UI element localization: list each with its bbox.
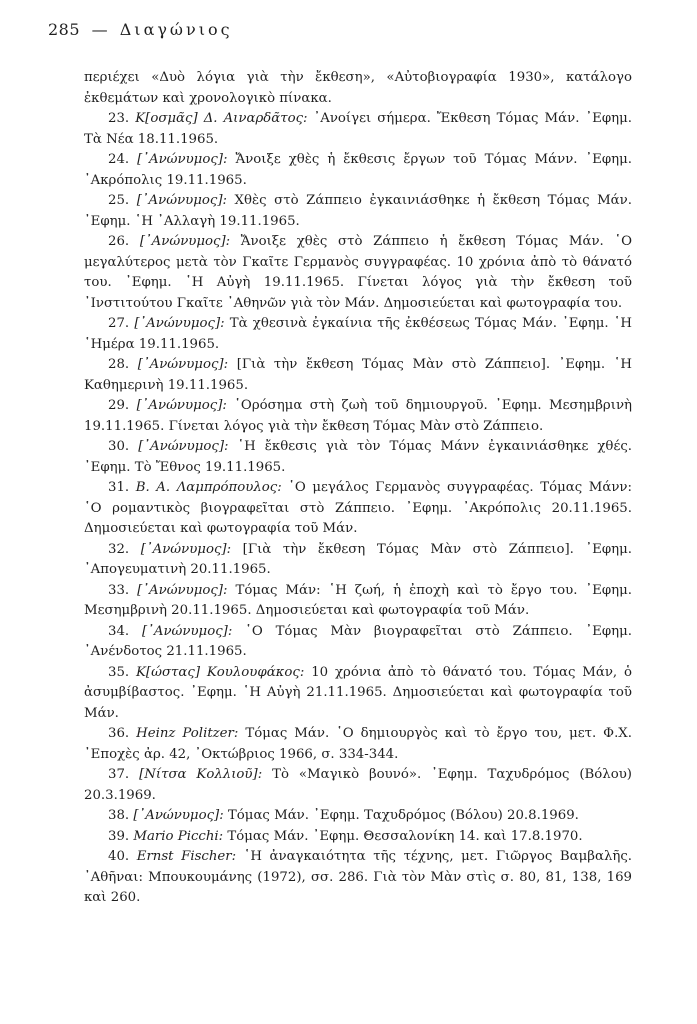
- entry-author: [᾿Ανώνυμος]:: [136, 398, 227, 413]
- entry-author: [᾿Ανώνυμος]:: [134, 316, 225, 331]
- bibliography-entry: [84, 806, 632, 827]
- bibliography-entry: [84, 581, 632, 622]
- entry-text: ῾Ορόσημα στὴ ζωὴ τοῦ δημιουργοῦ. ᾿Εφημ. Μεσημβρινὴ 19.11.1965. Γίνεται λόγος γιὰ τὴν ἔκθεση Τόμας Μὰν στὸ Ζάππειο.: [84, 398, 632, 434]
- entry-author: Ernst Fischer:: [136, 849, 237, 864]
- entry-author: [᾿Ανώνυμος]:: [137, 152, 228, 167]
- entry-number: 38.: [108, 808, 130, 823]
- entry-text: Τόμας Μάν. ῾Ο δημιουργὸς καὶ τὸ ἔργο του, μετ. Φ.Χ. ᾿Εποχὲς ἀρ. 42, ᾿Οκτώβριος 1966, σ. 334-344.: [84, 726, 632, 762]
- entry-text: ῾Η ἀναγκαιότητα τῆς τέχνης, μετ. Γιῶργος Βαμβαλῆς. ᾿Αθῆναι: Μπουκουμάνης (1972), σσ. 286. Γιὰ τὸν Μὰν στὶς σ. 80, 81, 138, 169 καὶ 260.: [84, 849, 633, 905]
- running-title: Διαγώνιος: [119, 20, 233, 39]
- entry-number: 35.: [108, 664, 130, 680]
- entry-number: 26.: [108, 234, 130, 249]
- entry-text: ῾Ο μεγάλος Γερμανὸς συγγραφέας. Τόμας Μάνν: ῾Ο ρομαντικὸς βιογραφεῖται στὸ Ζάππειο. ᾿Εφημ. ᾿Ακρόπολις 20.11.1965. Δημοσιεύεται καὶ φωτογραφία τοῦ Μάν.: [84, 480, 632, 536]
- bibliography-entry: [84, 68, 632, 109]
- entry-author: Heinz Politzer:: [136, 726, 239, 741]
- bibliography-entry: [84, 540, 632, 581]
- entry-text: Χθὲς στὸ Ζάππειο ἐγκαινιάσθηκε ἡ ἔκθεση Τόμας Μάν. ᾿Εφημ. ῾Η ᾿Αλλαγὴ 19.11.1965.: [84, 193, 632, 229]
- bibliography-entry: [84, 847, 632, 909]
- entry-author: [᾿Ανώνυμος]:: [137, 582, 228, 598]
- entry-number: 30.: [108, 439, 130, 454]
- entry-number: 34.: [108, 623, 130, 639]
- entry-number: 36.: [108, 726, 130, 741]
- entry-number: 23.: [108, 111, 130, 126]
- bibliography-entry: [84, 150, 632, 191]
- bibliography-entry: [84, 232, 632, 314]
- entry-text: [Γιὰ τὴν ἔκθεση Τόμας Μὰν στὸ Ζάππειο]. ᾿Εφημ. ῾Η Καθημερινὴ 19.11.1965.: [84, 357, 633, 393]
- bibliography-entry: [84, 109, 632, 150]
- entry-author: [Νίτσα Κολλιοῦ]:: [139, 767, 263, 782]
- entry-text: 10 χρόνια ἀπὸ τὸ θάνατό του. Τόμας Μάν, ὁ ἀσυμβίβαστος. ᾿Εφημ. ῾Η Αὐγὴ 21.11.1965. Δημοσιεύεται καὶ φωτογραφία τοῦ Μάν.: [84, 664, 632, 721]
- entry-text: Τόμας Μάν. ᾿Εφημ. Ταχυδρόμος (Βόλου) 20.8.1969.: [227, 808, 579, 823]
- entry-number: 24.: [108, 152, 130, 167]
- entry-text: ῾Ο Τόμας Μὰν βιογραφεῖται στὸ Ζάππειο. ᾿Εφημ. ᾿Ανένδοτος 21.11.1965.: [84, 623, 632, 659]
- bibliography-entry: [84, 437, 632, 478]
- entry-author: [᾿Ανώνυμος]:: [140, 541, 232, 557]
- entry-number: 25.: [108, 193, 130, 208]
- entry-number: 27.: [108, 316, 130, 331]
- entry-number: 39.: [108, 828, 130, 844]
- bibliography-entry: [84, 765, 632, 806]
- entry-author: Κ[οσμᾶς] Δ. Αιναρδᾶτος:: [135, 111, 308, 126]
- entry-text: Ἄνοιξε χθὲς ἡ ἔκθεσις ἔργων τοῦ Τόμας Μάνν. ᾿Εφημ. ᾿Ακρόπολις 19.11.1965.: [84, 152, 633, 188]
- entry-text: Τὸ «Μαγικὸ βουνό». ᾿Εφημ. Ταχυδρόμος (Βόλου) 20.3.1969.: [84, 767, 632, 803]
- entry-text: Τὰ χθεσινὰ ἐγκαίνια τῆς ἐκθέσεως Τόμας Μάν. ᾿Εφημ. ῾Η ῾Ημέρα 19.11.1965.: [84, 316, 632, 352]
- header-dash: —: [91, 20, 109, 39]
- entry-author: [᾿Ανώνυμος]:: [138, 439, 229, 454]
- bibliography-entry: [84, 314, 632, 355]
- entry-number: 29.: [108, 398, 130, 413]
- entry-text: Ἄνοιξε χθὲς στὸ Ζάππειο ἡ ἔκθεση Τόμας Μάν. ῾Ο μεγαλύτερος μετὰ τὸν Γκαῖτε Γερμανὸς συγγραφέας. 10 χρόνια ἀπὸ τὸ θάνατό του. ᾿Εφημ. ῾Η Αὐγὴ 19.11.1965. Γίνεται λόγος γιὰ τὴν ἔκθεση τοῦ ᾿Ινστιτούτου Γκαῖτε ᾿Αθηνῶν γιὰ τὸν Μάν. Δημοσιεύεται καὶ φωτογραφία του.: [84, 234, 632, 311]
- bibliography-entry: [84, 355, 632, 396]
- entry-author: [᾿Ανώνυμος]:: [139, 234, 231, 249]
- entry-author: [᾿Ανώνυμος]:: [142, 623, 233, 639]
- entry-text: περιέχει «Δυὸ λόγια γιὰ τὴν ἔκθεση», «Αὐτοβιογραφία 1930», κατάλογο ἐκθεμάτων καὶ χρονολογικὸ πίνακα.: [84, 70, 632, 106]
- entry-author: Mario Picchi:: [133, 828, 224, 844]
- entry-text: Τόμας Μάν. ᾿Εφημ. Θεσσαλονίκη 14. καὶ 17.8.1970.: [227, 828, 583, 844]
- entry-author: [᾿Ανώνυμος]:: [133, 808, 224, 823]
- entry-number: 40.: [108, 849, 130, 864]
- entry-number: 28.: [108, 357, 130, 372]
- running-header: [48, 20, 233, 39]
- bibliography-entry: [84, 191, 632, 232]
- bibliography-entry: [84, 396, 632, 437]
- entry-text: ᾿Ανοίγει σήμερα. Ἔκθεση Τόμας Μάν. ᾿Εφημ. Τὰ Νέα 18.11.1965.: [84, 111, 632, 147]
- entry-number: 33.: [108, 582, 130, 598]
- entry-number: 37.: [108, 767, 130, 782]
- entry-author: [᾿Ανώνυμος]:: [136, 193, 227, 208]
- page-number: 285: [48, 20, 81, 39]
- bibliography-entry: [84, 663, 632, 725]
- entry-text: [Γιὰ τὴν ἔκθεση Τόμας Μὰν στὸ Ζάππειο]. ᾿Εφημ. ᾿Απογευματινὴ 20.11.1965.: [84, 541, 633, 577]
- entry-number: 31.: [108, 480, 130, 495]
- entry-number: 32.: [108, 541, 130, 557]
- bibliography-entry: [84, 724, 632, 765]
- entry-author: [᾿Ανώνυμος]:: [137, 357, 229, 372]
- bibliography-entry: [84, 827, 632, 848]
- entry-author: Β. Α. Λαμπρόπουλος:: [135, 480, 282, 495]
- entry-text: ῾Η ἔκθεσις γιὰ τὸν Τόμας Μάνν ἐγκαινιάσθηκε χθές. ᾿Εφημ. Τὸ Ἔθνος 19.11.1965.: [84, 439, 633, 475]
- bibliography-entry: [84, 478, 632, 540]
- bibliography-list: [84, 68, 632, 909]
- entry-text: Τόμας Μάν: ῾Η ζωή, ἡ ἐποχὴ καὶ τὸ ἔργο του. ᾿Εφημ. Μεσημβρινὴ 20.11.1965. Δημοσιεύεται καὶ φωτογραφία τοῦ Μάν.: [84, 582, 632, 618]
- entry-author: Κ[ώστας] Κουλουφάκος:: [136, 664, 305, 680]
- bibliography-entry: [84, 622, 632, 663]
